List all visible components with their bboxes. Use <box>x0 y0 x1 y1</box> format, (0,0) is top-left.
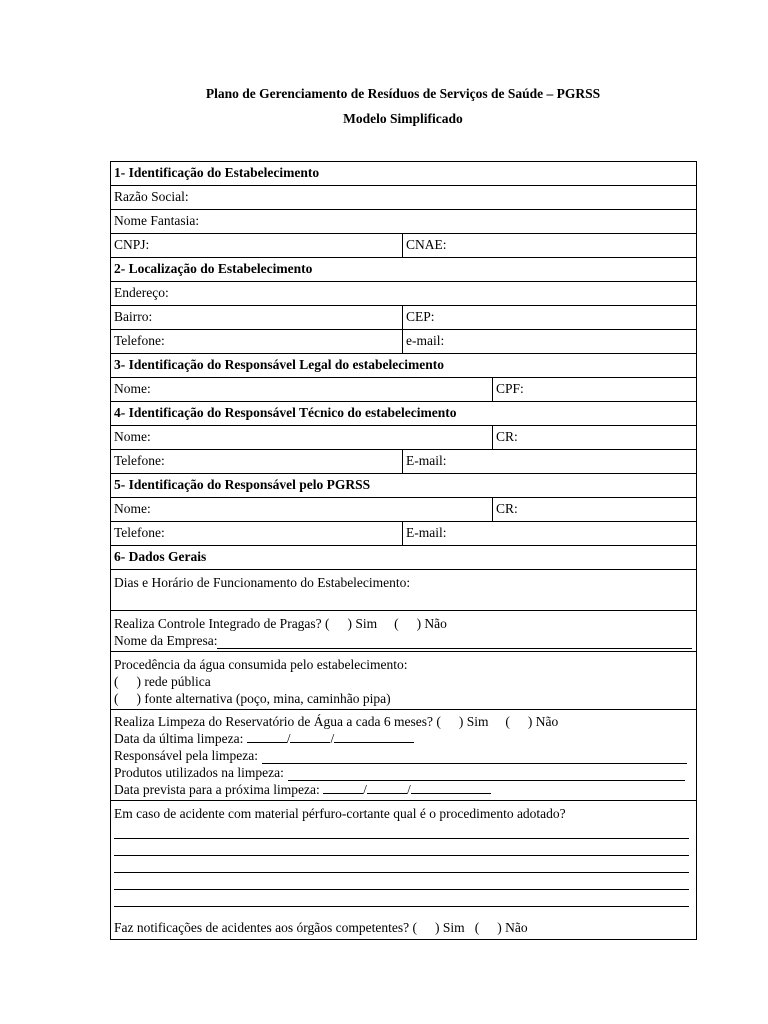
date-separator: / <box>286 731 291 746</box>
email-label: e-mail: <box>406 333 445 348</box>
cpf-label: CPF: <box>496 381 524 396</box>
agua-fonte-label: ) fonte alternativa (poço, mina, caminhão pipa) <box>136 691 391 706</box>
cpf-field[interactable] <box>493 378 697 402</box>
ultima-ano-input[interactable] <box>334 730 414 743</box>
pgrss-nome-label: Nome: <box>114 501 151 516</box>
ultima-limpeza-label: Data da última limpeza: <box>114 731 244 746</box>
ultima-dia-input[interactable] <box>247 730 287 743</box>
date-separator: / <box>363 782 367 797</box>
document-subtitle: Modelo Simplificado <box>343 111 463 126</box>
notificacoes-nao-label: ) Não <box>497 920 528 935</box>
pgrss-form <box>110 161 697 940</box>
ultima-mes-input[interactable] <box>290 730 330 743</box>
telefone-label: Telefone: <box>114 333 165 348</box>
acidente-block <box>111 801 697 940</box>
empresa-label: Nome da Empresa: <box>114 633 218 648</box>
pgrss-email-label: E-mail: <box>406 525 447 540</box>
pragas-nao-open: ( <box>394 616 399 631</box>
produtos-line <box>114 764 693 781</box>
tecnico-cr-field[interactable] <box>493 426 697 450</box>
pgrss-nome-field[interactable] <box>111 498 493 522</box>
tecnico-telefone-field[interactable] <box>111 450 403 474</box>
agua-block <box>111 652 697 710</box>
cep-field[interactable] <box>403 306 697 330</box>
cnpj-label: CNPJ: <box>114 237 150 252</box>
pgrss-cr-label: CR: <box>496 501 518 516</box>
agua-fonte-open: ( <box>114 691 119 706</box>
proxima-dia-input[interactable] <box>323 781 363 794</box>
agua-option-rede[interactable] <box>114 673 693 690</box>
pragas-block <box>111 611 697 652</box>
notificacoes-nao-open: ( <box>474 920 480 935</box>
produtos-input[interactable] <box>288 768 685 781</box>
acidente-question: Em caso de acidente com material pérfuro-cortante qual é o procedimento adotado? <box>114 806 566 821</box>
cnae-field[interactable] <box>403 234 697 258</box>
funcionamento-label: Dias e Horário de Funcionamento do Estabelecimento: <box>114 575 411 590</box>
razao-social-field[interactable] <box>111 186 697 210</box>
proxima-mes-input[interactable] <box>367 781 407 794</box>
empresa-line <box>114 632 693 649</box>
proxima-limpeza-label: Data prevista para a próxima limpeza: <box>114 782 320 797</box>
agua-option-fonte[interactable] <box>114 690 693 707</box>
section-5-heading: 5- Identificação do Responsável pelo PGRSS <box>111 474 697 498</box>
proxima-limpeza-line <box>114 781 693 798</box>
section-1-heading: 1- Identificação do Estabelecimento <box>111 162 697 186</box>
pgrss-telefone-field[interactable] <box>111 522 403 546</box>
section-2-heading: 2- Localização do Estabelecimento <box>111 258 697 282</box>
pragas-question-text: Realiza Controle Integrado de Pragas? ( <box>114 616 330 631</box>
document-title: Plano de Gerenciamento de Resíduos de Serviços de Saúde – PGRSS <box>205 86 601 101</box>
bairro-field[interactable] <box>111 306 403 330</box>
cnae-label: CNAE: <box>406 237 447 252</box>
limpeza-sim-label: ) Sim <box>458 714 489 729</box>
notificacoes-sim-label: ) Sim <box>435 920 465 935</box>
answer-line[interactable] <box>114 890 689 907</box>
pgrss-telefone-label: Telefone: <box>114 525 165 540</box>
endereco-label: Endereço: <box>114 285 169 300</box>
answer-line[interactable] <box>114 856 689 873</box>
answer-line[interactable] <box>114 839 689 856</box>
limpeza-block <box>111 710 697 801</box>
endereco-field[interactable] <box>111 282 697 306</box>
tecnico-nome-field[interactable] <box>111 426 493 450</box>
date-separator: / <box>406 782 411 797</box>
bairro-label: Bairro: <box>114 309 153 324</box>
responsavel-limpeza-label: Responsável pela limpeza: <box>114 748 258 763</box>
responsavel-limpeza-input[interactable] <box>262 751 687 764</box>
section-3-heading: 3- Identificação do Responsável Legal do estabelecimento <box>111 354 697 378</box>
tecnico-email-label: E-mail: <box>406 453 447 468</box>
proxima-ano-input[interactable] <box>411 781 491 794</box>
section-6-heading: 6- Dados Gerais <box>111 546 697 570</box>
notificacoes-question-text: Faz notificações de acidentes aos órgãos competentes? ( <box>114 920 418 935</box>
notificacoes-question <box>114 919 693 936</box>
limpeza-question-text: Realiza Limpeza do Reservatório de Água a cada 6 meses? ( <box>114 714 441 729</box>
email-field[interactable] <box>403 330 697 354</box>
pragas-question <box>114 613 693 632</box>
tecnico-email-field[interactable] <box>403 450 697 474</box>
section-4-heading: 4- Identificação do Responsável Técnico do estabelecimento <box>111 402 697 426</box>
limpeza-question <box>114 713 693 730</box>
responsavel-limpeza-line <box>114 747 693 764</box>
pgrss-cr-field[interactable] <box>493 498 697 522</box>
produtos-label: Produtos utilizados na limpeza: <box>114 765 284 780</box>
agua-rede-label: ) rede pública <box>136 674 211 689</box>
tecnico-nome-label: Nome: <box>114 429 151 444</box>
agua-rede-open: ( <box>114 674 119 689</box>
telefone-field[interactable] <box>111 330 403 354</box>
nome-fantasia-label: Nome Fantasia: <box>114 213 200 228</box>
acidente-answer-lines[interactable] <box>114 822 693 907</box>
cep-label: CEP: <box>406 309 435 324</box>
razao-social-label: Razão Social: <box>114 189 189 204</box>
pragas-sim-label: ) Sim <box>347 616 378 631</box>
legal-nome-label: Nome: <box>114 381 151 396</box>
pragas-nao-label: ) Não <box>416 616 447 631</box>
answer-line[interactable] <box>114 822 689 839</box>
ultima-limpeza-line <box>114 730 693 747</box>
tecnico-telefone-label: Telefone: <box>114 453 165 468</box>
pgrss-email-field[interactable] <box>403 522 697 546</box>
date-separator: / <box>330 731 335 746</box>
agua-question: Procedência da água consumida pelo estabelecimento: <box>114 657 408 672</box>
cnpj-field[interactable] <box>111 234 403 258</box>
limpeza-nao-label: ) Não <box>527 714 559 729</box>
tecnico-cr-label: CR: <box>496 429 518 444</box>
answer-line[interactable] <box>114 873 689 890</box>
empresa-input[interactable] <box>217 634 692 649</box>
legal-nome-field[interactable] <box>111 378 493 402</box>
limpeza-nao-open: ( <box>505 714 510 729</box>
nome-fantasia-field[interactable] <box>111 210 697 234</box>
funcionamento-field[interactable] <box>111 570 697 611</box>
